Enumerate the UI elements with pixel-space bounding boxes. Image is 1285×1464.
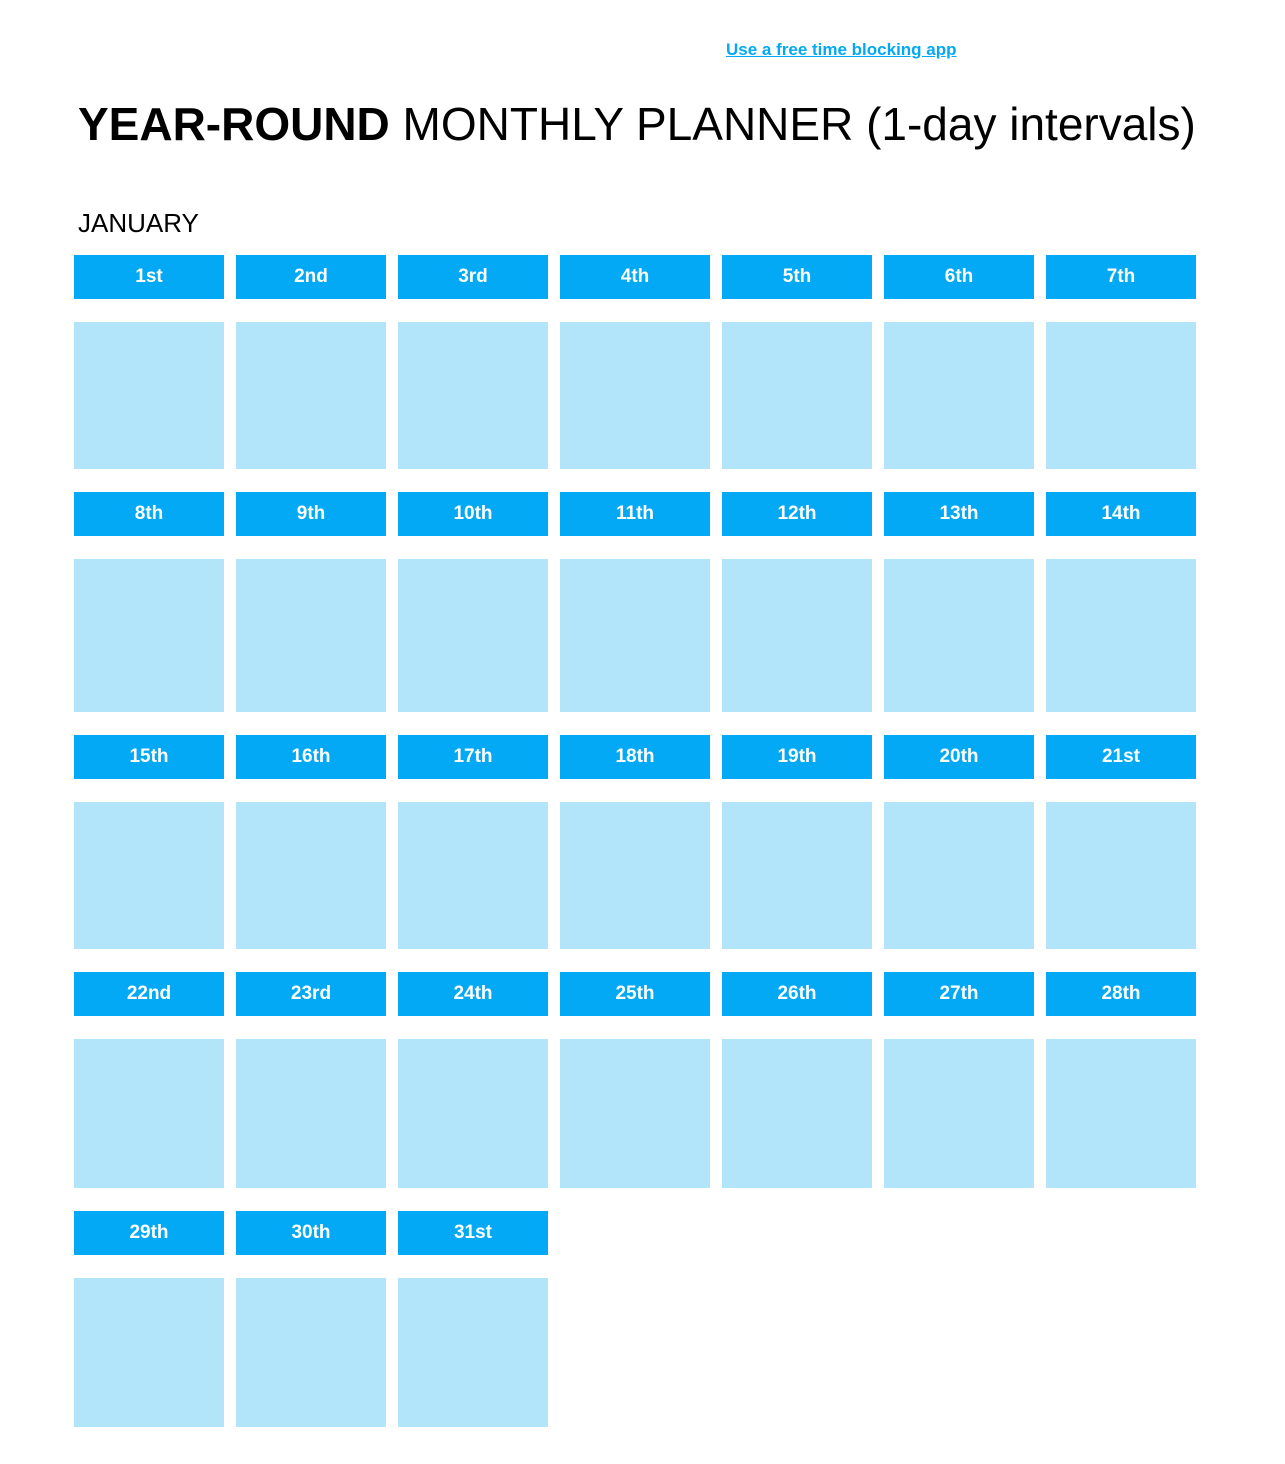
calendar-week bbox=[74, 735, 1195, 949]
day-notes-area[interactable] bbox=[398, 322, 548, 469]
day-notes-area[interactable] bbox=[74, 802, 224, 949]
day-cell bbox=[74, 255, 224, 469]
day-cell bbox=[884, 255, 1034, 469]
day-notes-area[interactable] bbox=[722, 559, 872, 712]
day-notes-area[interactable] bbox=[1046, 802, 1196, 949]
day-header: 16th bbox=[236, 735, 386, 779]
day-header: 18th bbox=[560, 735, 710, 779]
day-cell bbox=[560, 972, 710, 1188]
day-header: 29th bbox=[74, 1211, 224, 1255]
day-cell bbox=[722, 735, 872, 949]
day-cell bbox=[236, 255, 386, 469]
day-header: 23rd bbox=[236, 972, 386, 1016]
day-header: 5th bbox=[722, 255, 872, 299]
day-notes-area[interactable] bbox=[236, 559, 386, 712]
day-header: 27th bbox=[884, 972, 1034, 1016]
day-cell bbox=[74, 735, 224, 949]
day-notes-area[interactable] bbox=[1046, 559, 1196, 712]
calendar-week bbox=[74, 255, 1195, 469]
day-cell bbox=[74, 1211, 224, 1427]
day-header: 21st bbox=[1046, 735, 1196, 779]
day-header: 3rd bbox=[398, 255, 548, 299]
day-notes-area[interactable] bbox=[74, 1278, 224, 1427]
day-cell bbox=[398, 255, 548, 469]
day-cell bbox=[236, 492, 386, 712]
calendar-week bbox=[74, 972, 1195, 1188]
day-notes-area[interactable] bbox=[722, 802, 872, 949]
day-notes-area[interactable] bbox=[560, 802, 710, 949]
day-notes-area[interactable] bbox=[398, 1039, 548, 1188]
day-notes-area[interactable] bbox=[398, 559, 548, 712]
day-cell bbox=[74, 492, 224, 712]
day-cell bbox=[560, 255, 710, 469]
day-cell bbox=[722, 492, 872, 712]
day-notes-area[interactable] bbox=[560, 322, 710, 469]
day-header: 12th bbox=[722, 492, 872, 536]
day-cell bbox=[398, 972, 548, 1188]
day-cell bbox=[236, 1211, 386, 1427]
day-notes-area[interactable] bbox=[722, 1039, 872, 1188]
day-header: 11th bbox=[560, 492, 710, 536]
day-header: 10th bbox=[398, 492, 548, 536]
page-title-rest: MONTHLY PLANNER (1-day intervals) bbox=[389, 98, 1196, 150]
day-notes-area[interactable] bbox=[884, 802, 1034, 949]
day-header: 22nd bbox=[74, 972, 224, 1016]
day-cell bbox=[398, 492, 548, 712]
day-cell bbox=[560, 492, 710, 712]
time-blocking-app-link[interactable]: Use a free time blocking app bbox=[726, 40, 957, 59]
day-cell bbox=[1046, 492, 1196, 712]
day-cell bbox=[398, 735, 548, 949]
day-notes-area[interactable] bbox=[884, 559, 1034, 712]
day-notes-area[interactable] bbox=[236, 1278, 386, 1427]
day-header: 8th bbox=[74, 492, 224, 536]
day-header: 17th bbox=[398, 735, 548, 779]
day-cell bbox=[1046, 972, 1196, 1188]
day-notes-area[interactable] bbox=[236, 802, 386, 949]
day-cell bbox=[1046, 735, 1196, 949]
day-header: 13th bbox=[884, 492, 1034, 536]
calendar-grid bbox=[74, 255, 1195, 1427]
day-notes-area[interactable] bbox=[1046, 1039, 1196, 1188]
day-header: 15th bbox=[74, 735, 224, 779]
page-title bbox=[78, 96, 1196, 152]
day-notes-area[interactable] bbox=[884, 1039, 1034, 1188]
day-header: 20th bbox=[884, 735, 1034, 779]
day-cell bbox=[722, 972, 872, 1188]
day-header: 1st bbox=[74, 255, 224, 299]
day-cell bbox=[236, 735, 386, 949]
day-cell bbox=[1046, 255, 1196, 469]
day-notes-area[interactable] bbox=[74, 559, 224, 712]
calendar-week bbox=[74, 1211, 1195, 1427]
day-cell bbox=[884, 972, 1034, 1188]
day-notes-area[interactable] bbox=[560, 559, 710, 712]
day-notes-area[interactable] bbox=[74, 322, 224, 469]
day-notes-area[interactable] bbox=[236, 1039, 386, 1188]
day-notes-area[interactable] bbox=[1046, 322, 1196, 469]
day-cell bbox=[722, 255, 872, 469]
day-header: 9th bbox=[236, 492, 386, 536]
day-cell bbox=[884, 735, 1034, 949]
day-notes-area[interactable] bbox=[884, 322, 1034, 469]
calendar-week bbox=[74, 492, 1195, 712]
day-notes-area[interactable] bbox=[398, 802, 548, 949]
day-cell bbox=[74, 972, 224, 1188]
day-header: 31st bbox=[398, 1211, 548, 1255]
day-header: 7th bbox=[1046, 255, 1196, 299]
day-notes-area[interactable] bbox=[236, 322, 386, 469]
day-header: 14th bbox=[1046, 492, 1196, 536]
month-label: JANUARY bbox=[78, 208, 199, 238]
day-notes-area[interactable] bbox=[74, 1039, 224, 1188]
day-header: 24th bbox=[398, 972, 548, 1016]
day-header: 19th bbox=[722, 735, 872, 779]
day-cell bbox=[884, 492, 1034, 712]
day-cell bbox=[398, 1211, 548, 1427]
day-cell bbox=[560, 735, 710, 949]
day-header: 26th bbox=[722, 972, 872, 1016]
day-header: 2nd bbox=[236, 255, 386, 299]
day-notes-area[interactable] bbox=[722, 322, 872, 469]
day-header: 25th bbox=[560, 972, 710, 1016]
day-header: 6th bbox=[884, 255, 1034, 299]
day-header: 30th bbox=[236, 1211, 386, 1255]
day-cell bbox=[236, 972, 386, 1188]
page-title-bold: YEAR-ROUND bbox=[78, 98, 390, 150]
day-notes-area[interactable] bbox=[560, 1039, 710, 1188]
day-notes-area[interactable] bbox=[398, 1278, 548, 1427]
day-header: 28th bbox=[1046, 972, 1196, 1016]
day-header: 4th bbox=[560, 255, 710, 299]
